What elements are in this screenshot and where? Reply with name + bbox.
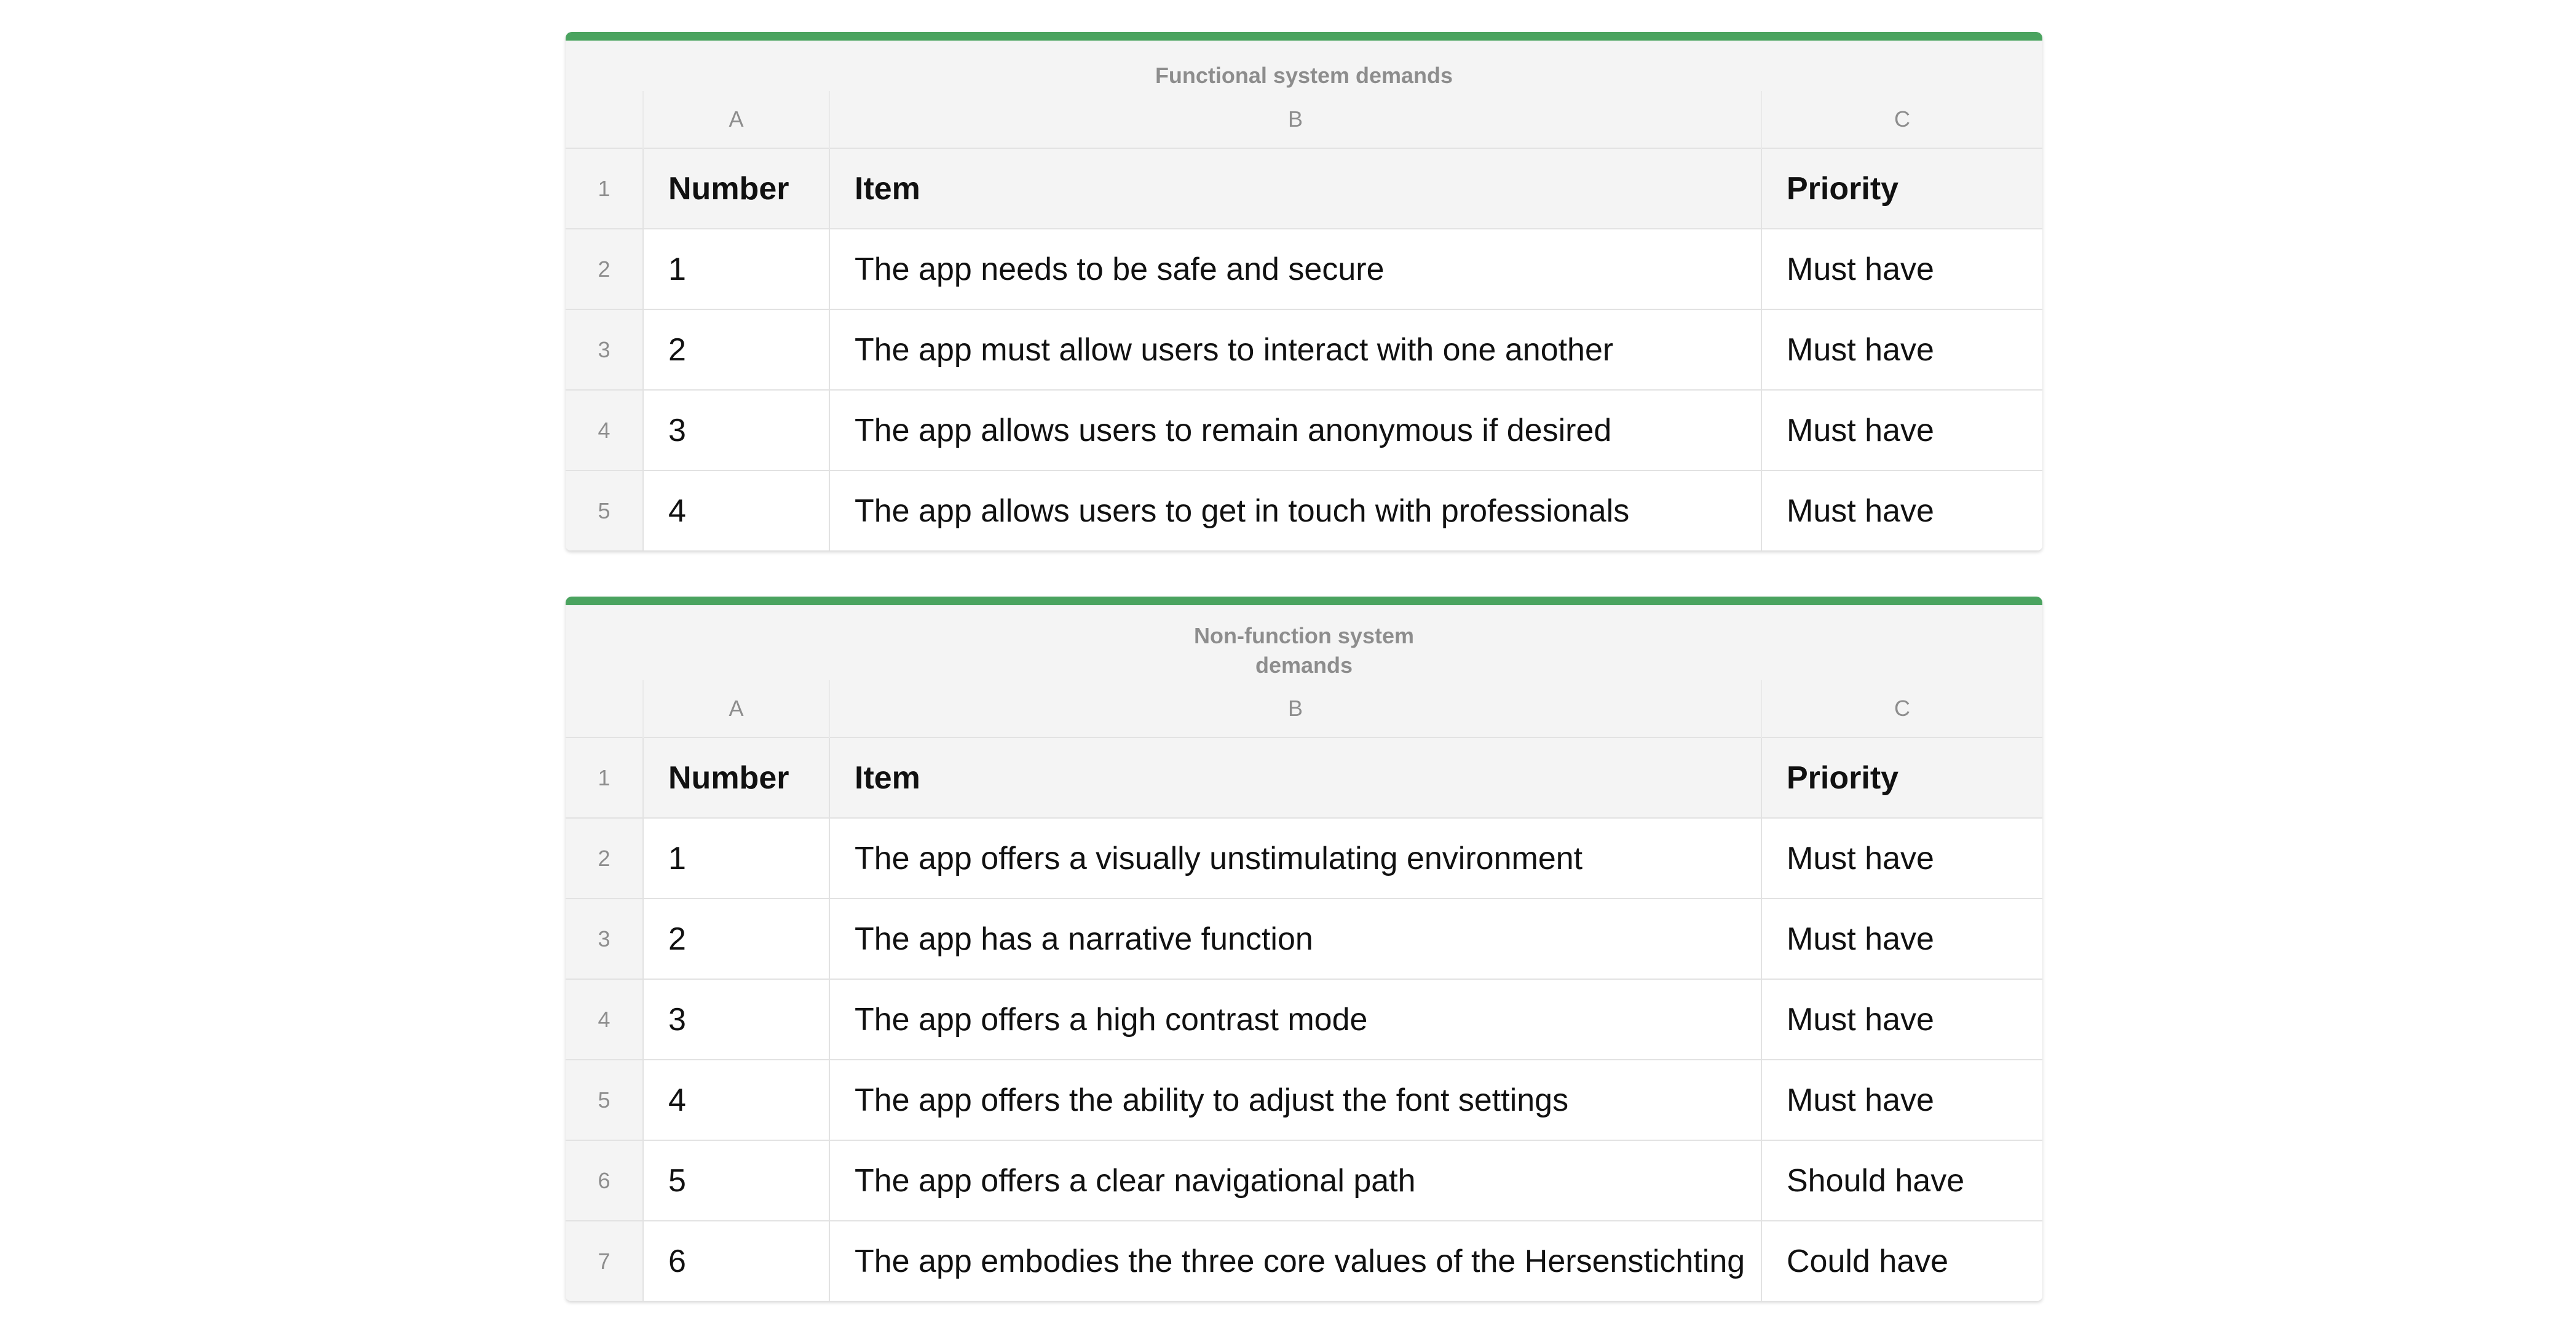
row-number[interactable]: 3 <box>566 309 643 390</box>
cell-number[interactable]: 5 <box>643 1140 829 1221</box>
cell-item[interactable]: The app must allow users to interact with one another <box>829 309 1761 390</box>
table-header-row <box>566 148 2042 229</box>
column-header-row <box>566 680 2042 737</box>
non-functional-demands-table <box>566 597 2042 1301</box>
cell-item[interactable]: The app offers the ability to adjust the font settings <box>829 1060 1761 1140</box>
cell-number[interactable]: 4 <box>643 470 829 550</box>
cell-number[interactable]: 1 <box>643 818 829 899</box>
row-number[interactable]: 2 <box>566 229 643 309</box>
cell-priority[interactable]: Must have <box>1761 979 2042 1060</box>
cell-priority[interactable]: Must have <box>1761 229 2042 309</box>
cell-number[interactable]: 1 <box>643 229 829 309</box>
row-number[interactable]: 1 <box>566 148 643 229</box>
cell-item[interactable]: The app has a narrative function <box>829 899 1761 979</box>
cell-number[interactable]: 6 <box>643 1221 829 1301</box>
cell-priority[interactable]: Must have <box>1761 309 2042 390</box>
cell-priority[interactable]: Must have <box>1761 899 2042 979</box>
table-row <box>566 229 2042 309</box>
spreadsheet-grid <box>566 91 2042 550</box>
spreadsheet-grid <box>566 680 2042 1301</box>
table-row <box>566 470 2042 550</box>
row-number[interactable]: 6 <box>566 1140 643 1221</box>
row-number[interactable]: 4 <box>566 390 643 470</box>
table-row <box>566 818 2042 899</box>
column-letter-a[interactable]: A <box>643 680 829 737</box>
functional-demands-table <box>566 32 2042 550</box>
table-row <box>566 979 2042 1060</box>
header-cell-number[interactable]: Number <box>643 148 829 229</box>
cell-priority[interactable]: Must have <box>1761 1060 2042 1140</box>
cell-item[interactable]: The app embodies the three core values of the Hersenstichting <box>829 1221 1761 1301</box>
row-number[interactable]: 3 <box>566 899 643 979</box>
header-cell-number[interactable]: Number <box>643 737 829 818</box>
cell-number[interactable]: 2 <box>643 309 829 390</box>
table-header-row <box>566 737 2042 818</box>
column-letter-b[interactable]: B <box>829 91 1761 148</box>
column-header-row <box>566 91 2042 148</box>
header-cell-priority[interactable]: Priority <box>1761 737 2042 818</box>
corner-cell <box>566 680 643 737</box>
cell-item[interactable]: The app offers a visually unstimulating environment <box>829 818 1761 899</box>
cell-item[interactable]: The app allows users to get in touch with professionals <box>829 470 1761 550</box>
cell-number[interactable]: 3 <box>643 390 829 470</box>
header-cell-item[interactable]: Item <box>829 148 1761 229</box>
corner-cell <box>566 91 643 148</box>
cell-number[interactable]: 4 <box>643 1060 829 1140</box>
header-cell-priority[interactable]: Priority <box>1761 148 2042 229</box>
table-row <box>566 899 2042 979</box>
cell-priority[interactable]: Could have <box>1761 1221 2042 1301</box>
cell-item[interactable]: The app allows users to remain anonymous if desired <box>829 390 1761 470</box>
table-row <box>566 1221 2042 1301</box>
column-letter-b[interactable]: B <box>829 680 1761 737</box>
cell-priority[interactable]: Must have <box>1761 470 2042 550</box>
cell-number[interactable]: 3 <box>643 979 829 1060</box>
table-title: Functional system demands <box>1155 63 1453 88</box>
column-letter-c[interactable]: C <box>1894 106 1910 132</box>
row-number[interactable]: 1 <box>566 737 643 818</box>
row-number[interactable]: 2 <box>566 818 643 899</box>
cell-item[interactable]: The app offers a high contrast mode <box>829 979 1761 1060</box>
table-row <box>566 309 2042 390</box>
table-row <box>566 1140 2042 1221</box>
table-title: Non-function system demands <box>1193 623 1414 678</box>
row-number[interactable]: 5 <box>566 470 643 550</box>
row-number[interactable]: 7 <box>566 1221 643 1301</box>
row-number[interactable]: 4 <box>566 979 643 1060</box>
cell-priority[interactable]: Must have <box>1761 390 2042 470</box>
cell-item[interactable]: The app offers a clear navigational path <box>829 1140 1761 1221</box>
header-cell-item[interactable]: Item <box>829 737 1761 818</box>
cell-number[interactable]: 2 <box>643 899 829 979</box>
cell-priority[interactable]: Must have <box>1761 818 2042 899</box>
table-row <box>566 1060 2042 1140</box>
cell-item[interactable]: The app needs to be safe and secure <box>829 229 1761 309</box>
table-row <box>566 390 2042 470</box>
column-letter-c[interactable]: C <box>1894 696 1910 721</box>
row-number[interactable]: 5 <box>566 1060 643 1140</box>
column-letter-a[interactable]: A <box>643 91 829 148</box>
cell-priority[interactable]: Should have <box>1761 1140 2042 1221</box>
